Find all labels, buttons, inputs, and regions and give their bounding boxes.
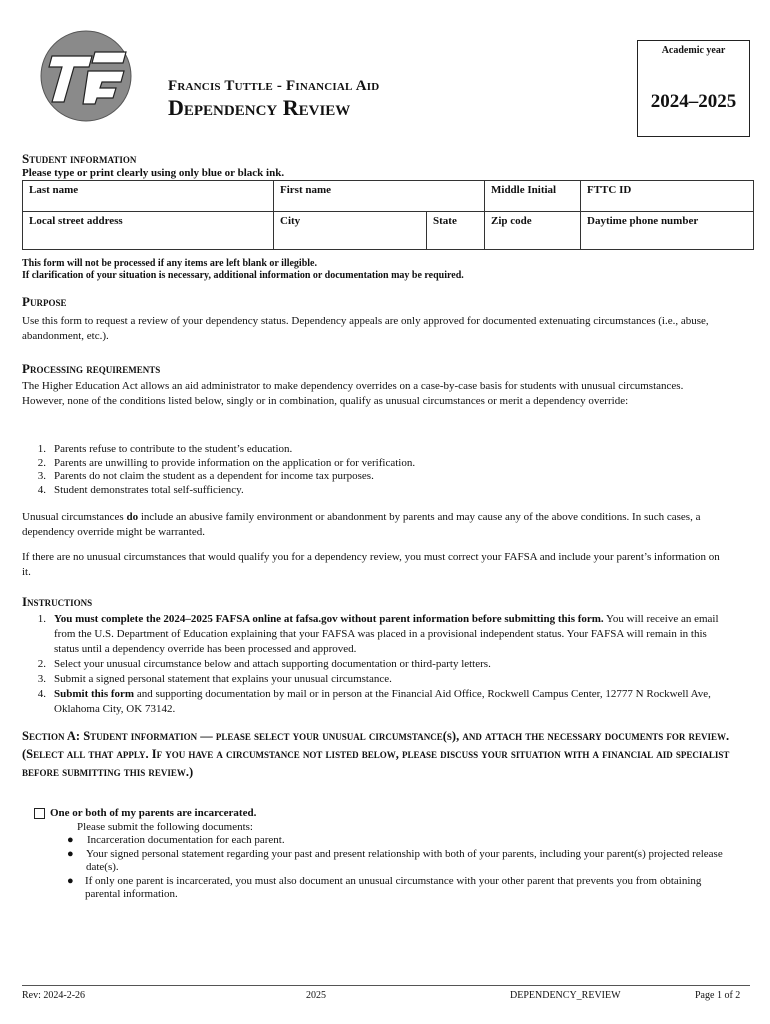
no-unusual-text: If there are no unusual circumstances that would qualify you for a dependency review, you must correct your FAFSA and include your parent’s information on it.: [22, 551, 720, 578]
page-number: Page 1 of 2: [695, 990, 741, 1001]
incarcerated-option: [34, 807, 724, 902]
documents-subheading: Please submit the following documents:: [77, 820, 253, 833]
list-item: 4. Submit this form and supporting documentation by mail or in person at the Financial Aid Office, Rockwell Campus Center, 12777 N Rockwell Ave, Oklahoma City, OK 73142.: [37, 688, 711, 715]
list-item: 1. Parents refuse to contribute to the student’s education.: [37, 443, 293, 455]
section-a-heading: Section A: Student information — please select your unusual circumstance(s), and attach the necessary documents for review. (Select all that apply. If you have a circumstance not listed below, please discuss your situation with a financial aid specialist before submitting this review.): [22, 729, 730, 779]
list-item: 1. You must complete the 2024–2025 FAFSA online at fafsa.gov without parent information before submitting this form. You will receive an email from the U.S. Department of Education explaining that your FAFSA was placed in a provisional independent status. Your FAFSA will remain in this status until a dependency override has been processed and approved.: [37, 613, 719, 655]
clarification-note: If clarification of your situation is necessary, additional information or documentation may be required.: [22, 270, 464, 281]
form-code: DEPENDENCY_REVIEW: [510, 990, 621, 1001]
processing-heading: Processing requirements: [22, 361, 161, 376]
list-item: 4. Student demonstrates total self-sufficiency.: [37, 483, 244, 496]
footer-divider: [22, 985, 750, 986]
middle-initial-field[interactable]: Middle Initial: [485, 181, 581, 212]
list-item: 3. Parents do not claim the student as a dependent for income tax purposes.: [37, 470, 374, 482]
first-name-field[interactable]: First name: [274, 181, 485, 212]
student-info-heading: Student information: [22, 151, 137, 166]
fttc-id-field[interactable]: FTTC ID: [581, 181, 754, 212]
list-item: 2. Select your unusual circumstance below and attach supporting documentation or third-party letters.: [37, 658, 491, 670]
zip-code-field[interactable]: Zip code: [485, 212, 581, 250]
street-address-field[interactable]: Local street address: [23, 212, 274, 250]
list-item: ● Incarceration documentation for each parent.: [67, 834, 285, 846]
processing-note: This form will not be processed if any items are left blank or illegible.: [22, 258, 317, 269]
list-item: ● Your signed personal statement regarding your past and present relationship with both of your parents, including your parent(s) projected release date(s).: [67, 847, 723, 873]
ink-instruction: Please type or print clearly using only blue or black ink.: [22, 167, 285, 179]
unusual-circumstances-text: Unusual circumstances do include an abusive family environment or abandonment by parents and may cause any of the above conditions. In such cases, a dependency override might be warranted.: [22, 511, 701, 538]
form-title: Dependency Review: [168, 95, 351, 120]
revision-date: Rev: 2024-2-26: [22, 990, 86, 1001]
purpose-text: Use this form to request a review of your dependency status. Dependency appeals are only approved for documented extenuating circumstances (i.e., abuse, abandonment, etc.).: [22, 315, 709, 342]
processing-list: [22, 443, 722, 497]
academic-year-label: Academic year: [661, 45, 726, 56]
academic-year-box: [637, 40, 750, 137]
instructions-heading: Instructions: [22, 594, 93, 609]
list-item: 3. Submit a signed personal statement that explains your unusual circumstance.: [37, 673, 392, 685]
instructions-list: [22, 612, 722, 717]
state-field[interactable]: State: [427, 212, 485, 250]
purpose-heading: Purpose: [22, 294, 67, 309]
incarcerated-checkbox[interactable]: [34, 808, 45, 819]
francis-tuttle-logo: [40, 30, 132, 122]
last-name-field[interactable]: Last name: [23, 181, 274, 212]
incarcerated-label: One or both of my parents are incarcerated.: [50, 807, 257, 819]
city-field[interactable]: City: [274, 212, 427, 250]
processing-intro: The Higher Education Act allows an aid administrator to make dependency overrides on a case-by-case basis for students with unusual circumstances. However, none of the conditions listed below, singly or in combination, qualify as unusual circumstances or merit a dependency override:: [22, 380, 684, 407]
list-item: 2. Parents are unwilling to provide information on the application or for verification.: [37, 456, 416, 469]
footer-year: 2025: [306, 990, 326, 1001]
academic-year-value: 2024–2025: [650, 91, 737, 112]
student-info-table: [22, 180, 754, 250]
organization-name: Francis Tuttle - Financial Aid: [168, 78, 380, 94]
phone-field[interactable]: Daytime phone number: [581, 212, 754, 250]
list-item: ● If only one parent is incarcerated, you must also document an unusual circumstance with your other parent that prevents you from obtaining parental information.: [67, 874, 702, 900]
